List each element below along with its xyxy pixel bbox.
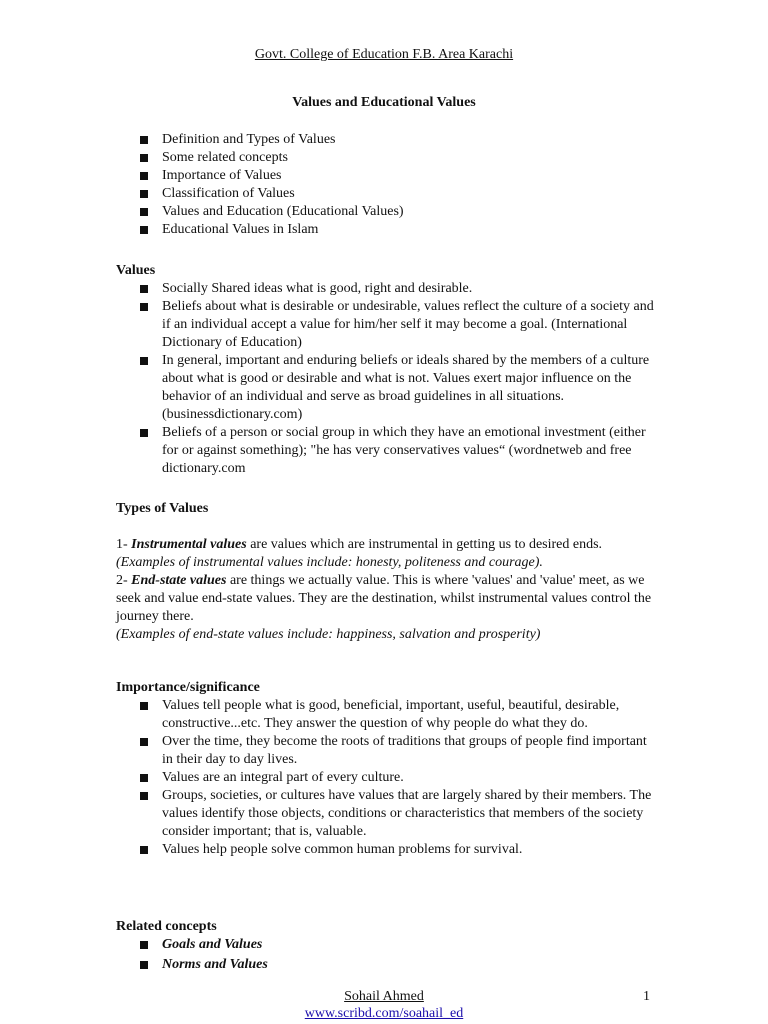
square-bullet-icon [140,154,148,162]
section-heading: Related concepts [116,919,217,934]
square-bullet-icon [140,792,148,800]
list-item: Groups, societies, or cultures have values that are largely shared by their members. The values identify those objects, conditions or characteristics that members of the society consider important; that is, valuable. [116,787,656,841]
section-heading: Importance/significance [116,680,260,695]
list-item: Importance of Values [116,167,656,185]
list-item: Norms and Values [116,956,656,974]
importance-section [116,679,656,859]
section-heading: Values [116,263,156,278]
square-bullet-icon [140,190,148,198]
footer-link[interactable]: www.scribd.com/soahail_ed [304,1006,464,1021]
list-item: Values are an integral part of every culture. [116,769,656,787]
square-bullet-icon [140,941,148,949]
square-bullet-icon [140,357,148,365]
instrumental-paragraph: 1- Instrumental values are values which are instrumental in getting us to desired ends. [116,537,603,552]
square-bullet-icon [140,136,148,144]
footer-author: Sohail Ahmed [344,989,424,1004]
square-bullet-icon [140,429,148,437]
list-item: Socially Shared ideas what is good, right and desirable. [116,280,656,298]
list-item: Some related concepts [116,149,656,167]
list-item: Beliefs about what is desirable or undesirable, values reflect the culture of a society and if an individual accept a value for him/her self it may become a goal. (International Dictionary of Education) [116,298,656,352]
list-item: Beliefs of a person or social group in which they have an emotional investment (either for or against something); "he has very conservatives values“ (wordnetweb and free dictionary.com [116,424,656,478]
square-bullet-icon [140,303,148,311]
list-item: Classification of Values [116,185,656,203]
list-item: Values help people solve common human problems for survival. [116,841,656,859]
end-state-paragraph: 2- End-state values are things we actually value. This is where 'values' and 'value' meet, as we seek and value end-state values. They are the destination, whilst instrumental values control the journey there. [116,573,652,624]
toc-list [116,131,656,239]
related-section [116,918,656,974]
instrumental-example: (Examples of instrumental values include: honesty, politeness and courage). [116,555,543,570]
square-bullet-icon [140,226,148,234]
section-heading: Types of Values [116,501,209,516]
square-bullet-icon [140,846,148,854]
types-section [116,500,656,644]
end-state-example: (Examples of end-state values include: happiness, salvation and prosperity) [116,627,541,642]
list-item: Educational Values in Islam [116,221,656,239]
toc-block [116,131,656,239]
list-item: Over the time, they become the roots of traditions that groups of people find important in their day to day lives. [116,733,656,769]
page-header: Govt. College of Education F.B. Area Karachi [254,47,514,62]
values-list [116,280,656,478]
list-item: Goals and Values [116,936,656,954]
square-bullet-icon [140,172,148,180]
square-bullet-icon [140,961,148,969]
list-item: In general, important and enduring beliefs or ideals shared by the members of a culture about what is good or desirable and what is not. Values exert major influence on the behavior of an individual and serve as broad guidelines in all situations. (businessdictionary.com) [116,352,656,424]
list-item: Definition and Types of Values [116,131,656,149]
end-state-term: End-state values [131,573,227,588]
list-item: Values tell people what is good, beneficial, important, useful, beautiful, desirable, constructive...etc. They answer the question of why people do what they do. [116,697,656,733]
page-number: 1 [643,989,650,1004]
related-list [116,936,656,974]
square-bullet-icon [140,774,148,782]
document-title: Values and Educational Values [292,95,476,110]
square-bullet-icon [140,285,148,293]
square-bullet-icon [140,208,148,216]
instrumental-term: Instrumental values [131,537,247,552]
square-bullet-icon [140,738,148,746]
importance-list [116,697,656,859]
list-item: Values and Education (Educational Values) [116,203,656,221]
values-section [116,262,656,478]
square-bullet-icon [140,702,148,710]
